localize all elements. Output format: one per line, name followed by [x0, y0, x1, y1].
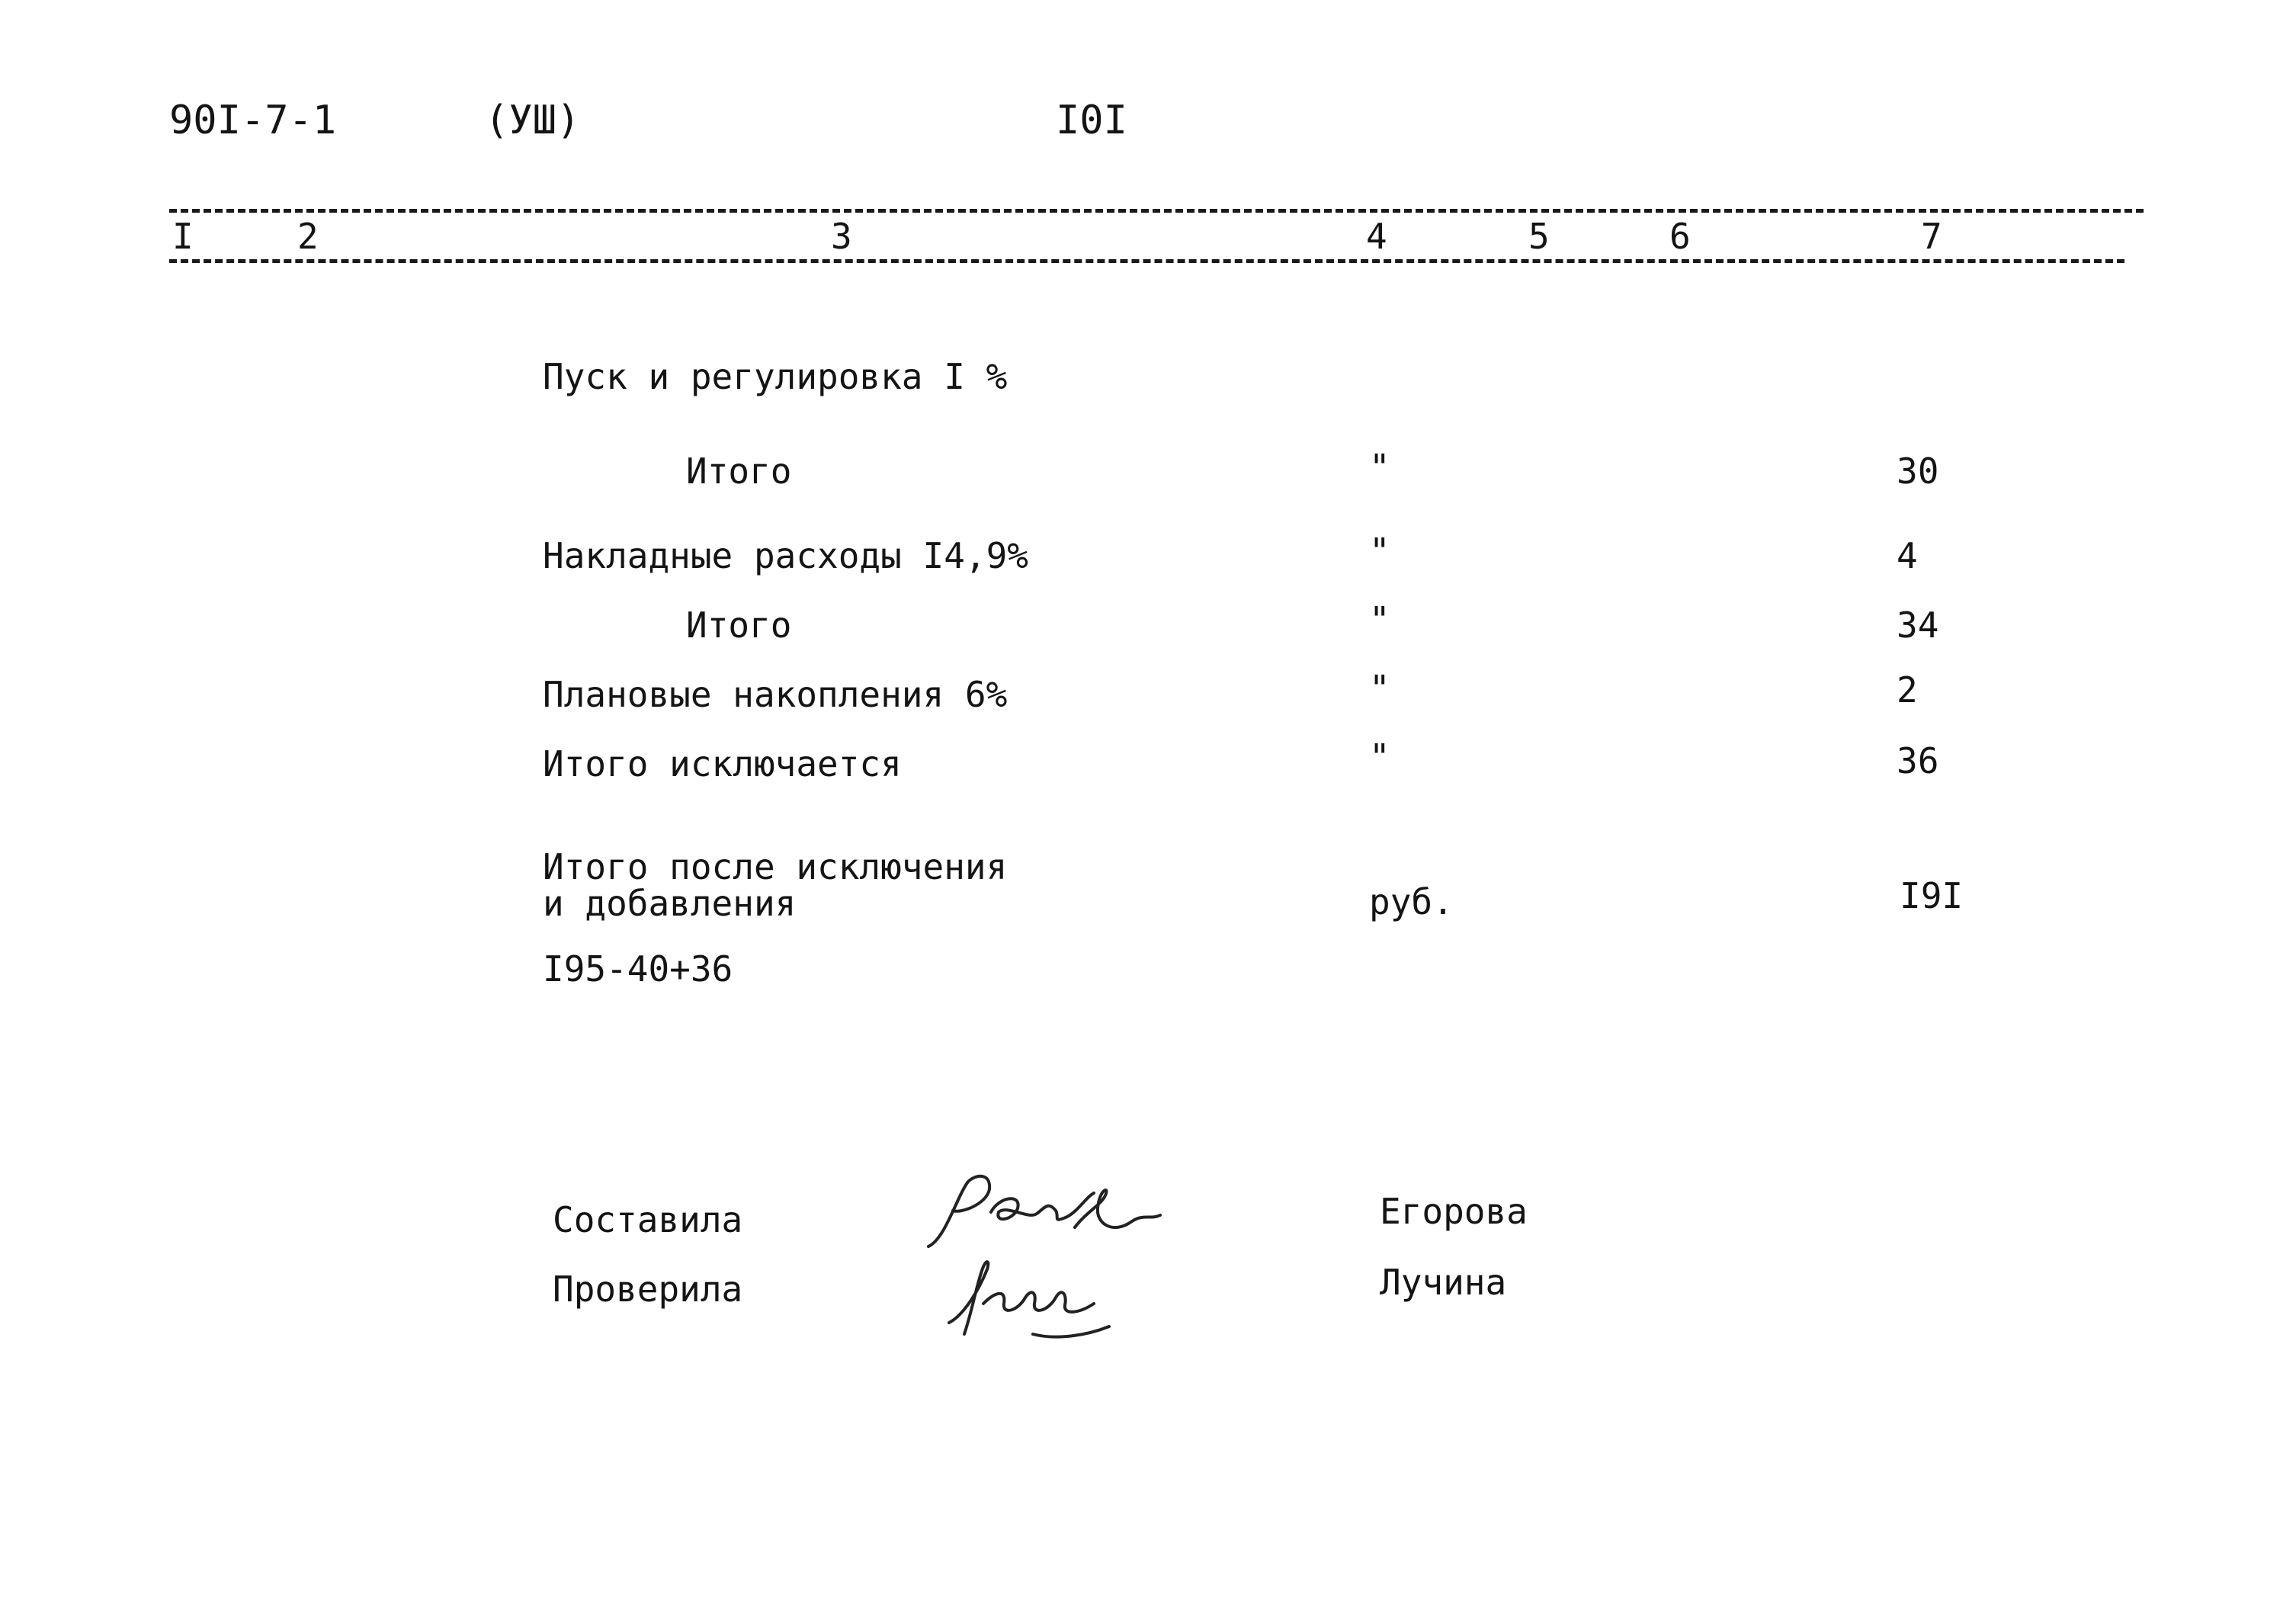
page-number: I0I	[1056, 98, 1127, 143]
total-formula: I95-40+36	[543, 948, 733, 990]
compiled-by-name: Егорова	[1380, 1191, 1528, 1232]
row-label-subtotal-2: Итого	[686, 605, 792, 646]
total-label-line-1: Итого после исключения	[543, 846, 1008, 887]
row-label-startup: Пуск и регулировка I %	[543, 356, 1008, 397]
row-unit-subtotal-1: "	[1369, 447, 1390, 488]
top-dashed-rule	[169, 209, 2144, 213]
handwritten-signature-checked	[941, 1250, 1124, 1349]
column-number-6: 6	[1669, 216, 1691, 257]
row-value-overhead: 4	[1897, 535, 1918, 576]
column-number-7: 7	[1921, 216, 1942, 257]
row-value-total-excluded: 36	[1897, 740, 1939, 781]
compiled-by-label: Составила	[553, 1199, 743, 1240]
total-label-line-2: и добавления	[543, 883, 797, 924]
row-label-planned-savings: Плановые накопления 6%	[543, 674, 1008, 715]
column-number-2: 2	[297, 216, 319, 257]
total-unit: руб.	[1369, 881, 1454, 922]
row-value-subtotal-1: 30	[1897, 451, 1939, 492]
column-number-5: 5	[1528, 216, 1550, 257]
checked-by-label: Проверила	[553, 1269, 743, 1310]
column-number-4: 4	[1366, 216, 1387, 257]
row-unit-overhead: "	[1369, 531, 1390, 572]
document-code: 90I-7-1	[169, 98, 337, 143]
row-label-overhead: Накладные расходы I4,9%	[543, 535, 1028, 576]
row-unit-planned-savings: "	[1369, 668, 1390, 709]
row-unit-total-excluded: "	[1369, 736, 1390, 778]
row-label-total-excluded: Итого исключается	[543, 743, 902, 784]
volume-label: (УШ)	[485, 98, 581, 143]
row-value-subtotal-2: 34	[1897, 605, 1939, 646]
total-value: I9I	[1900, 875, 1964, 916]
row-label-subtotal-1: Итого	[686, 451, 792, 492]
column-number-1: I	[172, 216, 194, 257]
column-number-3: 3	[831, 216, 852, 257]
checked-by-name: Лучина	[1380, 1262, 1507, 1303]
row-unit-subtotal-2: "	[1369, 599, 1390, 640]
row-value-planned-savings: 2	[1897, 669, 1918, 711]
bottom-dashed-rule	[169, 259, 2124, 263]
